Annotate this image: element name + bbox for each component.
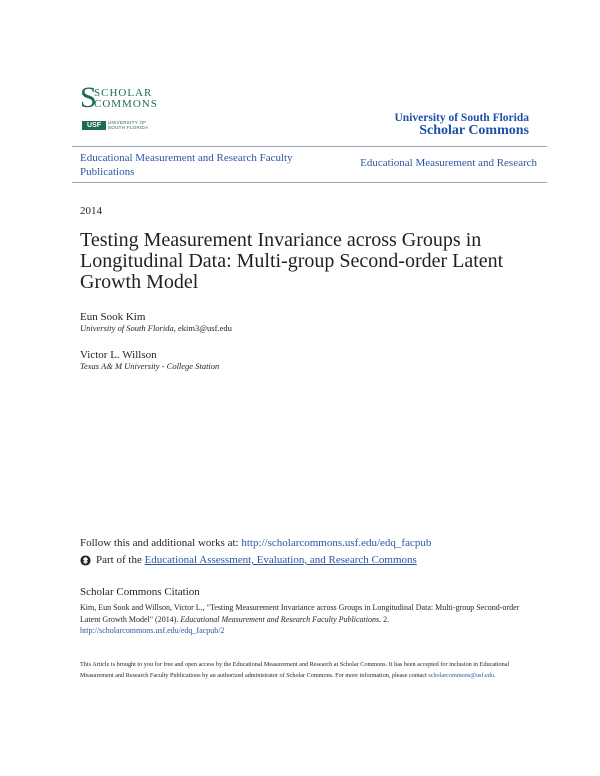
logo-sub-line1: UNIVERSITY OF [108,120,147,125]
article-title: Testing Measurement Invariance across Groups in Longitudinal Data: Multi-group Second-order Latent Growth Model [80,229,504,293]
logo-sub-line2: SOUTH FLORIDA [108,125,149,130]
logo-word-commons: COMMONS [94,98,158,110]
discipline-link[interactable]: Educational Assessment, Evaluation, and Research Commons [144,554,417,566]
author-name: Eun Sook Kim [80,311,146,323]
collection-link[interactable]: Educational Measurement and Research Faculty Publications [80,152,293,178]
university-link[interactable]: University of South Florida [394,112,529,124]
part-of-prefix: Part of the [96,554,145,566]
author-email: , ekim3@usf.edu [173,323,232,333]
affiliation-text: University of South Florida [80,323,174,333]
scholar-commons-logo[interactable] [80,83,160,139]
logo-word-scholar: SCHOLAR [94,87,153,99]
department-link[interactable]: Educational Measurement and Research [360,157,537,169]
citation-suffix: . 2. [379,614,390,624]
author-block-1 [80,311,232,333]
open-access-notice [80,660,525,681]
notice-text: This Article is brought to you for free and open access by the Educational Measurement and Research at Scholar Commons. It has been accepted for inclusion in Educational Measurement and Research Faculty Publications by an authorized administrator of Scholar Commons. For more information, please contact [80,661,510,679]
collection-url-link[interactable]: http://scholarcommons.usf.edu/edq_facpub [241,537,432,549]
citation-url-link[interactable]: http://scholarcommons.usf.edu/edq_facpub/2 [80,626,225,635]
citation-journal: Educational Measurement and Research Faculty Publications [180,614,380,624]
open-access-icon [80,555,91,566]
citation-plain: Kim, Eun Sook and Willson, Victor L., "Testing Measurement Invariance across Groups in Longitudinal Data: Multi-group Second-order Latent Growth Model" (2014). [80,603,520,624]
contact-email-link[interactable]: scholarcommons@usf.edu [428,671,494,679]
repository-link[interactable]: Scholar Commons [419,123,529,138]
author-affiliation: Texas A& M University - College Station [80,361,220,371]
logo-s-glyph: S [80,81,97,114]
author-name: Victor L. Willson [80,349,157,361]
logo-usf-badge: USF [82,121,106,130]
logo-university-text [108,120,148,130]
collection-band [72,146,547,183]
citation-text [80,602,525,637]
follow-prefix: Follow this and additional works at: [80,537,242,549]
author-affiliation [80,323,232,333]
follow-line [80,537,431,549]
part-of-line [80,554,417,566]
author-block-2 [80,349,219,371]
citation-heading: Scholar Commons Citation [80,586,200,598]
publication-year: 2014 [80,205,102,217]
notice-end: . [493,671,496,679]
